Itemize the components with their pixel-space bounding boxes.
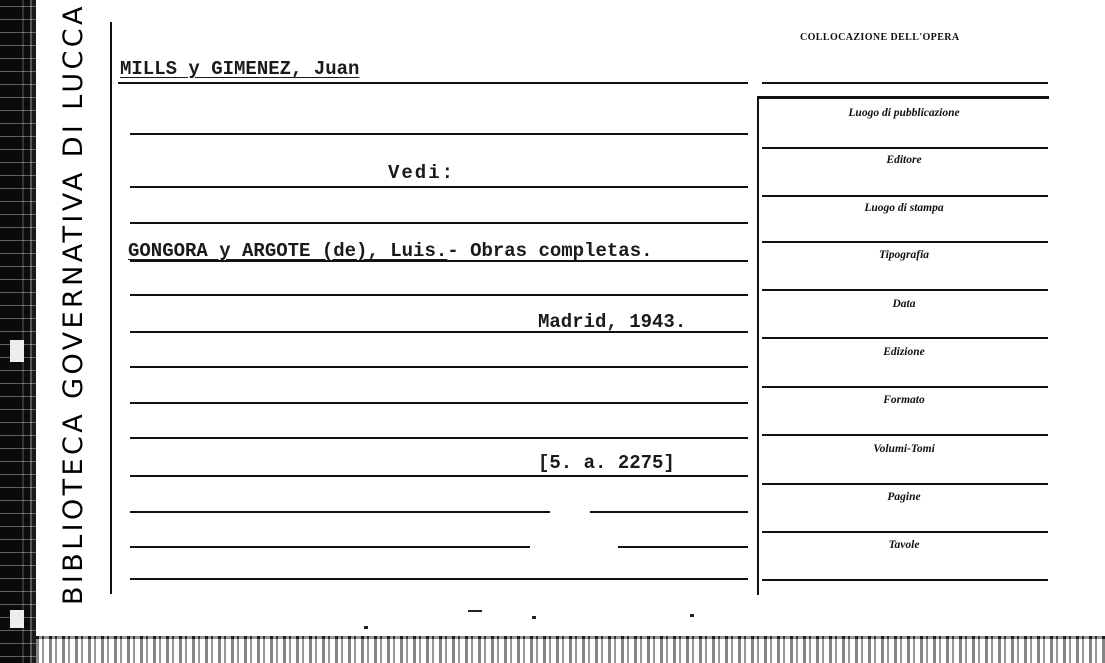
speck (690, 614, 694, 617)
binding-mark (10, 610, 24, 628)
ruled-line (130, 578, 748, 580)
field-tipografia: Tipografia (878, 249, 930, 261)
ruled-line (130, 437, 748, 439)
binding-mark (10, 340, 24, 362)
speck (532, 616, 536, 619)
panel-line (762, 82, 1048, 84)
ruled-line (618, 546, 748, 548)
panel-line (762, 289, 1048, 291)
ruled-line (130, 294, 748, 296)
ruled-line (130, 402, 748, 404)
place-year: Madrid, 1943. (538, 311, 687, 333)
reference-author: GONGORA y ARGOTE (de), Luis. (128, 240, 448, 262)
field-luogo-pubblicazione: Luogo di pubblicazione (848, 107, 960, 119)
ruled-line (118, 82, 748, 84)
panel-line (762, 147, 1048, 149)
reference-line (128, 240, 653, 262)
collocation-header: COLLOCAZIONE DELL'OPERA (800, 32, 960, 43)
ruled-line (130, 186, 748, 188)
panel-line (762, 434, 1048, 436)
bottom-edge-strip (36, 636, 1105, 663)
binding-strip (0, 0, 36, 663)
library-name: BIBLIOTECA GOVERNATIVA DI LUCCA (58, 3, 89, 605)
ruled-line (590, 511, 748, 513)
ruled-line (130, 222, 748, 224)
field-edizione: Edizione (883, 346, 925, 358)
reference-title: - Obras completas. (447, 240, 653, 262)
field-editore: Editore (886, 154, 922, 166)
speck (364, 626, 368, 629)
panel-line (762, 386, 1048, 388)
panel-top-rule (757, 96, 1049, 99)
author-heading: MILLS y GIMENEZ, Juan (120, 58, 360, 80)
ruled-line (130, 366, 748, 368)
field-tavole: Tavole (888, 539, 920, 551)
panel-line (762, 483, 1048, 485)
field-luogo-stampa: Luogo di stampa (864, 202, 944, 214)
field-formato: Formato (883, 394, 925, 406)
shelfmark: [5. a. 2275] (538, 452, 675, 474)
field-pagine: Pagine (887, 491, 921, 503)
panel-line (762, 337, 1048, 339)
panel-line (762, 241, 1048, 243)
margin-rule (110, 22, 112, 594)
panel-line (762, 531, 1048, 533)
ruled-line (130, 511, 550, 513)
field-volumi-tomi: Volumi-Tomi (873, 443, 935, 455)
panel-rule (757, 98, 759, 595)
field-data: Data (892, 298, 916, 310)
ruled-line (130, 546, 530, 548)
speck (468, 610, 482, 612)
ruled-line (130, 475, 748, 477)
see-label: Vedi: (388, 162, 456, 184)
panel-line (762, 579, 1048, 581)
ruled-line (130, 133, 748, 135)
panel-line (762, 195, 1048, 197)
